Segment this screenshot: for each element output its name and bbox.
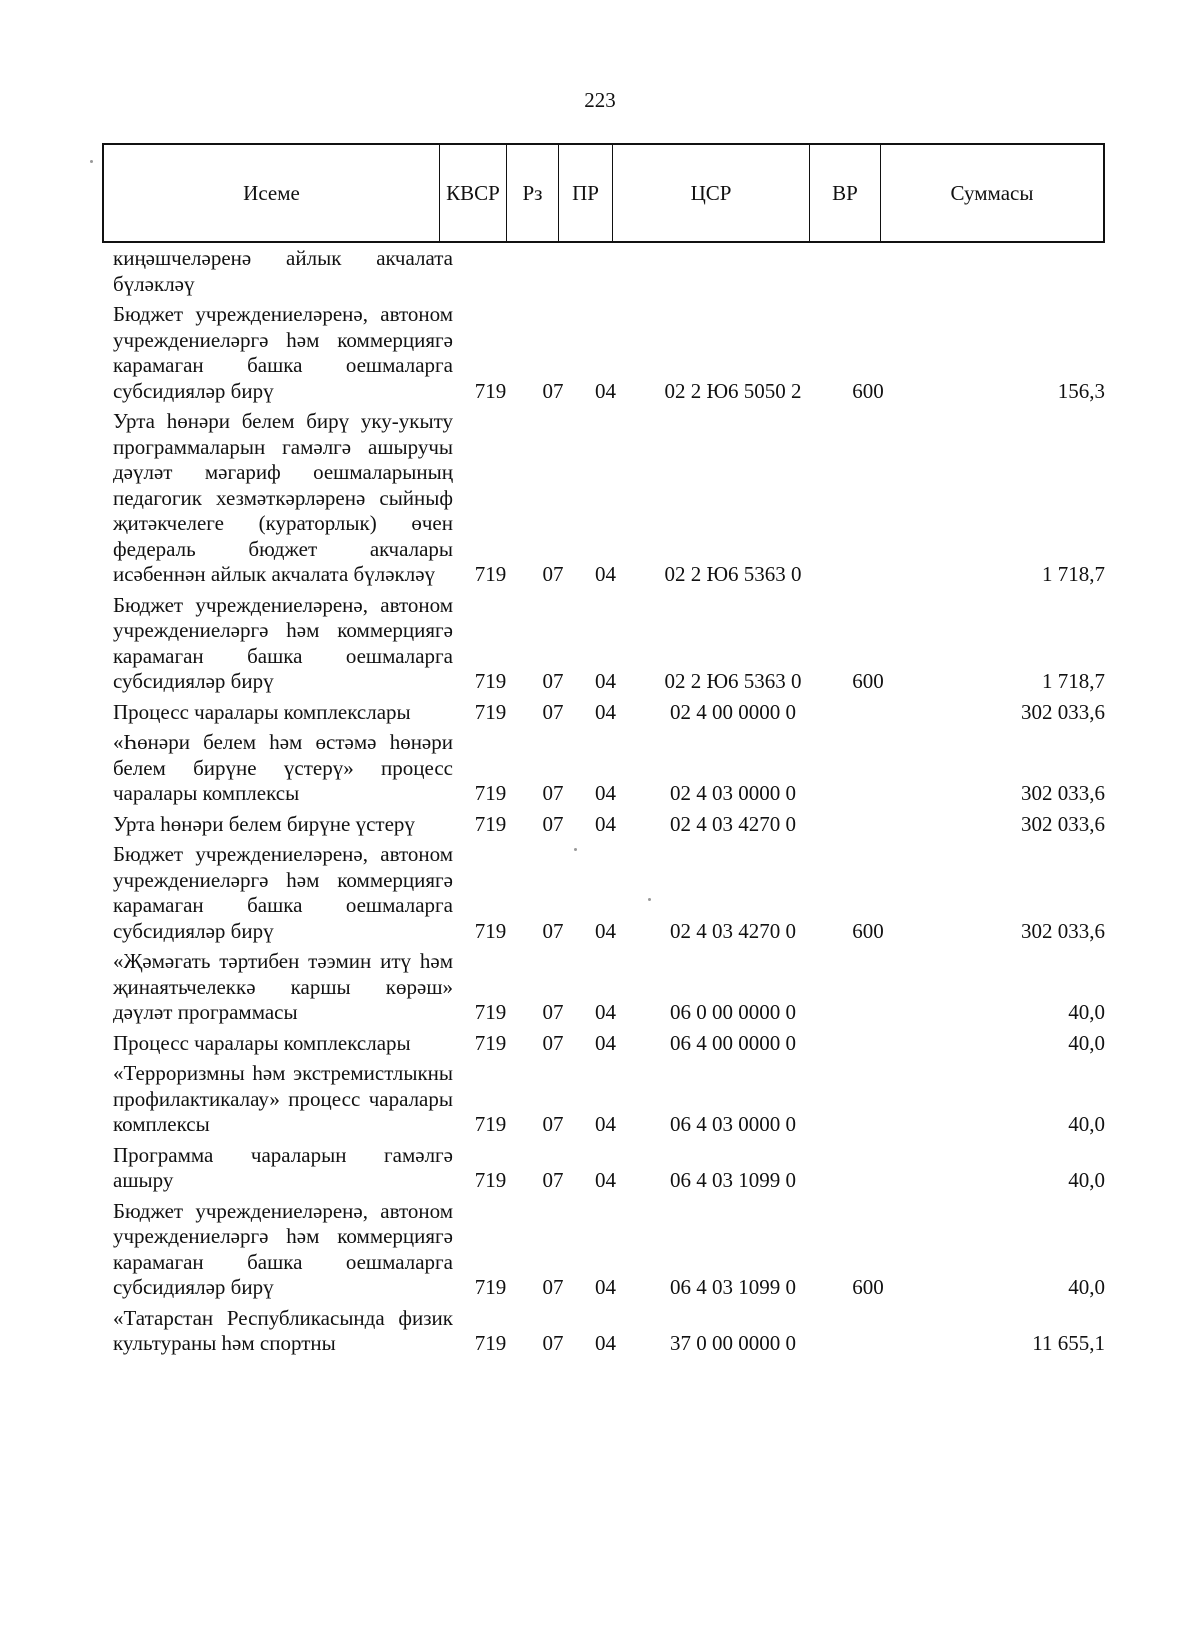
row-vr [833,1304,903,1360]
row-sum: 302 033,6 [1021,699,1105,724]
row-name: Программа чараларын гамәлгә ашыру [113,1142,453,1192]
header-csr: ЦСР [613,144,810,242]
row-vr [833,1059,903,1141]
table-row [113,1029,1105,1060]
table-row [113,810,1105,841]
row-name: «Җәмәгать тәртибен тәэмин итү һәм җинаятьчелеккә каршы көрәш» дәүләт программасы [113,949,453,1024]
row-csr: 02 2 Ю6 5363 0 [664,562,802,586]
row-pr: 04 [595,811,616,836]
row-csr: 06 4 03 1099 0 [670,1275,796,1299]
scan-speck [648,898,651,901]
row-kvsr: 719 [474,811,507,836]
row-vr [833,407,903,591]
table-row [113,947,1105,1029]
row-sum: 11 655,1 [1032,1331,1105,1355]
header-sum: Суммасы [881,144,1105,242]
row-vr: 600 [852,378,884,403]
budget-table [113,244,1105,1360]
row-vr [833,1029,903,1060]
row-sum: 156,3 [1057,378,1105,403]
row-name: Процесс чаралары комплекслары [113,699,411,724]
row-pr [578,244,633,300]
table-row [113,1059,1105,1141]
row-pr: 04 [595,562,616,586]
row-name: «Һөнәри белем һәм өстәмә һөнәри белем бирүне үстерү» процесс чаралары комплексы [113,730,453,805]
row-rz: 07 [542,699,564,724]
row-csr: 02 4 03 4270 0 [670,918,796,943]
row-name: Бюджет учреждениеләренә, автоном учреждениеләргә һәм коммерциягә карамаган башка оешмаларга субсидияләр бирү [113,592,453,693]
row-sum: 302 033,6 [1021,918,1105,943]
table-row [113,698,1105,729]
table-row [113,840,1105,947]
row-kvsr: 719 [474,918,507,943]
row-vr [833,244,903,300]
row-vr: 600 [852,669,884,693]
row-vr [833,1141,903,1197]
row-kvsr: 719 [474,1000,507,1024]
row-rz: 07 [542,811,564,836]
row-name: Урта һөнәри белем бирүне үстерү [113,811,415,836]
table-row [113,1304,1105,1360]
row-csr: 06 4 03 0000 0 [670,1112,796,1136]
row-sum: 1 718,7 [1042,669,1105,693]
row-vr: 600 [852,918,884,943]
row-csr: 02 2 Ю6 5363 0 [664,669,802,693]
row-sum: 302 033,6 [1021,811,1105,836]
row-pr: 04 [595,1275,616,1299]
row-vr [833,698,903,729]
row-pr: 04 [595,378,616,403]
row-name: киңәшчеләренә айлык акчалата бүләкләү [113,246,453,296]
row-rz: 07 [542,1331,564,1355]
table-row [113,591,1105,698]
row-sum: 40,0 [1068,1275,1105,1299]
row-name: Бюджет учреждениеләренә, автоном учреждениеләргә һәм коммерциягә карамаган башка оешмаларга субсидияләр бирү [113,1198,453,1299]
row-vr [833,810,903,841]
header-kvsr: КВСР [440,144,507,242]
row-rz: 07 [542,1000,564,1024]
row-kvsr: 719 [474,562,507,586]
table-row [113,1197,1105,1304]
header-vr: ВР [810,144,881,242]
header-name: Исеме [103,144,440,242]
table-header [102,143,1105,243]
row-pr: 04 [595,1331,616,1355]
row-kvsr: 719 [474,1331,507,1355]
header-rz: Рз [507,144,559,242]
row-pr: 04 [595,669,616,693]
row-name: Бюджет учреждениеләренә, автоном учреждениеләргә һәм коммерциягә карамаган башка оешмаларга субсидияләр бирү [113,842,453,943]
row-rz: 07 [542,378,564,403]
row-csr: 02 4 03 0000 0 [670,781,796,805]
row-csr: 02 2 Ю6 5050 2 [664,378,802,403]
row-sum: 302 033,6 [1021,781,1105,805]
row-rz: 07 [542,669,564,693]
row-csr: 02 4 00 0000 0 [670,699,796,724]
row-csr: 06 4 03 1099 0 [670,1168,796,1192]
row-vr [833,728,903,810]
scan-speck [574,848,577,851]
row-rz [528,244,578,300]
row-sum: 1 718,7 [1042,562,1105,586]
row-name: Процесс чаралары комплекслары [113,1030,411,1055]
row-csr: 06 0 00 0000 0 [670,1000,796,1024]
row-vr [833,947,903,1029]
row-csr: 02 4 03 4270 0 [670,811,796,836]
row-pr: 04 [595,1168,616,1192]
row-pr: 04 [595,699,616,724]
table-row [113,244,1105,300]
row-pr: 04 [595,1112,616,1136]
row-rz: 07 [542,562,564,586]
row-rz: 07 [542,781,564,805]
row-name: Урта һөнәри белем бирү уку-укыту программаларын гамәлгә ашыручы дәүләт мәгариф оешмаларының педагогик хезмәткәрләренә сыйныф җитәкчелеге (кураторлык) өчен федераль бюджет акчалары исәбеннән айлык акчалата бүләкләү [113,409,453,586]
row-pr: 04 [595,1000,616,1024]
table-row [113,728,1105,810]
row-kvsr: 719 [474,1168,507,1192]
row-kvsr: 719 [474,669,507,693]
header-row [103,144,1104,242]
table-row [113,1141,1105,1197]
scan-speck [90,160,93,163]
row-name: Бюджет учреждениеләренә, автоном учреждениеләргә һәм коммерциягә карамаган башка оешмаларга субсидияләр бирү [113,302,453,403]
row-name: «Терроризмны һәм экстремистлыкны профилактикалау» процесс чаралары комплексы [113,1061,453,1136]
row-kvsr: 719 [474,1030,507,1055]
row-kvsr: 719 [474,699,507,724]
row-kvsr [453,244,528,300]
header-pr: ПР [559,144,613,242]
page-number: 223 [584,88,616,112]
row-sum: 40,0 [1068,1168,1105,1192]
row-sum [903,244,1105,300]
row-rz: 07 [542,1112,564,1136]
row-pr: 04 [595,781,616,805]
row-kvsr: 719 [474,1275,507,1299]
row-rz: 07 [542,1168,564,1192]
row-kvsr: 719 [474,781,507,805]
row-pr: 04 [595,1030,616,1055]
row-vr: 600 [852,1275,884,1299]
row-rz: 07 [542,1275,564,1299]
row-sum: 40,0 [1068,1030,1105,1055]
row-rz: 07 [542,918,564,943]
row-kvsr: 719 [474,378,507,403]
row-sum: 40,0 [1068,1112,1105,1136]
row-csr [633,244,833,300]
row-csr: 06 4 00 0000 0 [670,1030,796,1055]
table-row [113,300,1105,407]
table-row [113,407,1105,591]
row-pr: 04 [595,918,616,943]
row-sum: 40,0 [1068,1000,1105,1024]
row-rz: 07 [542,1030,564,1055]
row-csr: 37 0 00 0000 0 [670,1331,796,1355]
row-kvsr: 719 [474,1112,507,1136]
row-name: «Татарстан Республикасында физик культураны һәм спортны [113,1305,453,1355]
